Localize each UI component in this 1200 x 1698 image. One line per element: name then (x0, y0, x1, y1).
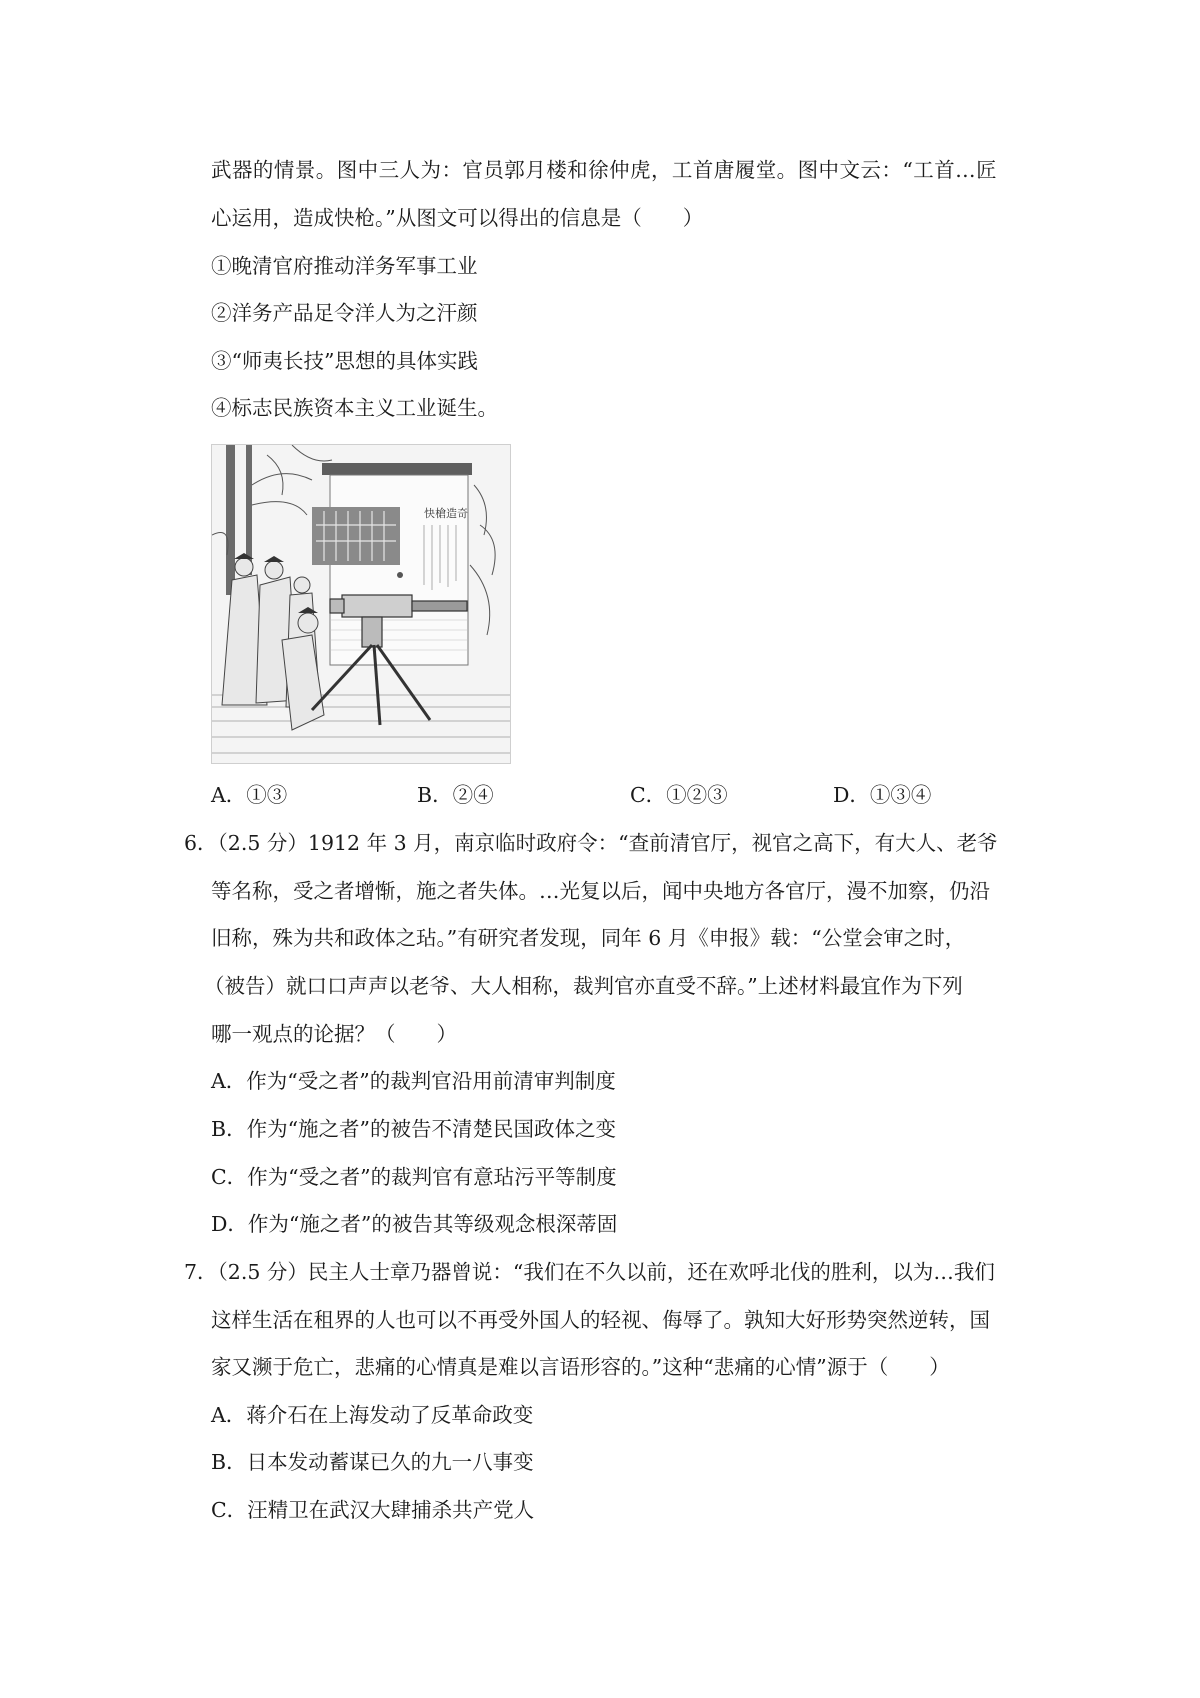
q6-option-d[interactable]: D．作为“施之者”的被告其等级观念根深蒂固 (211, 1212, 618, 1236)
q6-option-a[interactable]: A．作为“受之者”的裁判官沿用前清审判制度 (211, 1069, 616, 1093)
q6-stem-line-1: 6．（2.5 分）1912 年 3 月，南京临时政府令：“查前清官厅，视官之高下，有大人、老爷 (184, 831, 998, 855)
q6-stem-line-2: 等名称，受之者增惭，施之者失体。…光复以后，闻中央地方各官厅，漫不加察，仍沿 (211, 879, 990, 903)
q5-option-b[interactable]: B．②④ (417, 783, 494, 807)
q7-stem-line-3: 家又濒于危亡，悲痛的心情真是难以言语形容的。”这种“悲痛的心情”源于（ ） (211, 1355, 950, 1379)
q6-stem-line-5: 哪一观点的论据？（ ） (211, 1022, 457, 1046)
q6-stem-line-3: 旧称，殊为共和政体之玷。”有研究者发现，同年 6 月《申报》载：“公堂会审之时， (211, 926, 966, 950)
q5-option-d[interactable]: D．①③④ (833, 783, 932, 807)
q5-options (0, 785, 1200, 811)
figure-inscription: 快槍造奇 (424, 507, 468, 520)
q5-item-3: ③“师夷长技”思想的具体实践 (211, 349, 478, 373)
q5-item-1: ①晚清官府推动洋务军事工业 (211, 254, 478, 278)
q5-option-c[interactable]: C．①②③ (630, 783, 728, 807)
q7-option-c[interactable]: C．汪精卫在武汉大肆捕杀共产党人 (211, 1498, 535, 1522)
q5-option-a[interactable]: A．①③ (211, 783, 288, 807)
q5-illustration (211, 444, 511, 764)
q6-option-b[interactable]: B．作为“施之者”的被告不清楚民国政体之变 (211, 1117, 617, 1141)
q7-option-a[interactable]: A．蒋介石在上海发动了反革命政变 (211, 1403, 534, 1427)
q5-stem-line-2: 心运用，造成快枪。”从图文可以得出的信息是（ ） (211, 206, 704, 230)
q7-stem-line-1: 7．（2.5 分）民主人士章乃器曾说：“我们在不久以前，还在欢呼北伐的胜利，以为…我们 (184, 1260, 995, 1284)
q6-option-c[interactable]: C．作为“受之者”的裁判官有意玷污平等制度 (211, 1165, 617, 1189)
q7-option-b[interactable]: B．日本发动蓄谋已久的九一八事变 (211, 1450, 534, 1474)
q5-item-2: ②洋务产品足令洋人为之汗颜 (211, 301, 478, 325)
q5-stem-line-1: 武器的情景。图中三人为：官员郭月楼和徐仲虎，工首唐履堂。图中文云：“工首…匠 (211, 158, 998, 182)
q5-item-4: ④标志民族资本主义工业诞生。 (211, 396, 498, 420)
machine-gun-engraving (212, 445, 510, 763)
q7-stem-line-2: 这样生活在租界的人也可以不再受外国人的轻视、侮辱了。孰知大好形势突然逆转，国 (211, 1308, 990, 1332)
q6-stem-line-4: （被告）就口口声声以老爷、大人相称，裁判官亦直受不辞。”上述材料最宜作为下列 (204, 974, 963, 998)
